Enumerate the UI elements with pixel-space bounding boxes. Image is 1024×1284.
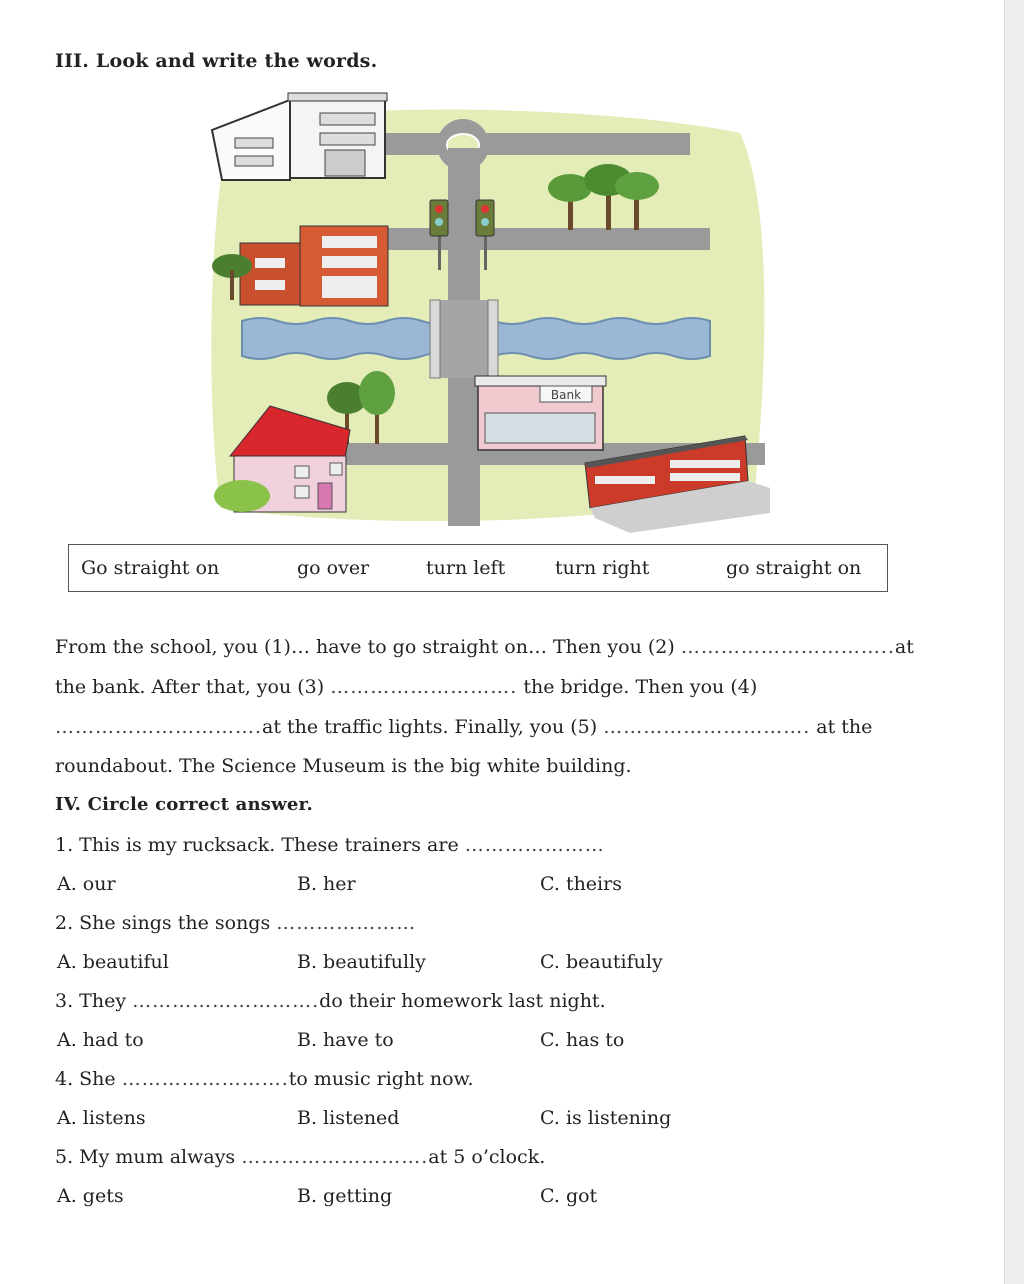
q3-option-b[interactable]: B. have to (297, 1029, 394, 1051)
answer-blank[interactable]: ……………………. (121, 1068, 289, 1090)
question-stem: 1. This is my rucksack. These trainers are (55, 834, 459, 856)
blank-4[interactable]: …………………………. (55, 716, 263, 738)
bank-sign-text: Bank (550, 388, 582, 402)
question-3 (55, 990, 606, 1012)
section-4-title: IV. Circle correct answer. (55, 794, 313, 815)
passage-text: the bank. After that, you (3) (55, 676, 325, 698)
passage-line-3 (55, 716, 872, 738)
blank-5[interactable]: …………………………. (603, 716, 811, 738)
question-5 (55, 1146, 545, 1168)
q5-option-a[interactable]: A. gets (57, 1185, 124, 1207)
q5-option-b[interactable]: B. getting (297, 1185, 393, 1207)
q1-option-a[interactable]: A. our (57, 873, 116, 895)
q1-option-c[interactable]: C. theirs (540, 873, 622, 895)
q5-option-c[interactable]: C. got (540, 1185, 598, 1207)
question-4 (55, 1068, 474, 1090)
question-stem: 2. She sings the songs (55, 912, 271, 934)
word-option-4: turn right (555, 557, 650, 579)
q3-option-c[interactable]: C. has to (540, 1029, 625, 1051)
word-option-5: go straight on (726, 557, 862, 579)
section-3-title: III. Look and write the words. (55, 50, 378, 72)
word-option-2: go over (297, 557, 370, 579)
top-road (385, 133, 690, 155)
bank-building (475, 376, 606, 450)
passage-text: From the school, you (1)… have to go straight on… Then you (2) (55, 636, 675, 658)
q4-option-a[interactable]: A. listens (57, 1107, 146, 1129)
q2-option-c[interactable]: C. beautifuly (540, 951, 663, 973)
q2-option-b[interactable]: B. beautifully (297, 951, 426, 973)
passage-text: at the (816, 716, 873, 738)
question-stem: to music right now. (288, 1068, 474, 1090)
blank-3[interactable]: ………………………. (330, 676, 518, 698)
passage-line-2 (55, 676, 757, 698)
page-edge (1004, 0, 1024, 1284)
word-box (68, 544, 888, 592)
question-2 (55, 912, 416, 934)
question-stem: 5. My mum always (55, 1146, 236, 1168)
question-stem: at 5 o’clock. (428, 1146, 546, 1168)
word-option-3: turn left (426, 557, 506, 579)
q4-option-c[interactable]: C. is listening (540, 1107, 672, 1129)
passage-text: at (894, 636, 914, 658)
q1-option-b[interactable]: B. her (297, 873, 356, 895)
passage-line-1 (55, 636, 914, 658)
question-stem: 4. She (55, 1068, 116, 1090)
question-stem: 3. They (55, 990, 127, 1012)
q3-option-a[interactable]: A. had to (57, 1029, 144, 1051)
answer-blank[interactable]: ………………………. (241, 1146, 429, 1168)
passage-text: the bridge. Then you (4) (523, 676, 758, 698)
question-1 (55, 834, 605, 856)
blank-2[interactable]: ………………………….. (680, 636, 895, 658)
answer-blank[interactable]: ………………… (276, 912, 417, 934)
passage-line-4: roundabout. The Science Museum is the big white building. (55, 755, 632, 777)
q4-option-b[interactable]: B. listened (297, 1107, 400, 1129)
word-option-1: Go straight on (81, 557, 220, 579)
science-museum-building (212, 93, 387, 180)
question-stem: do their homework last night. (319, 990, 606, 1012)
answer-blank[interactable]: ………………… (464, 834, 605, 856)
town-map-illustration (200, 88, 780, 533)
q2-option-a[interactable]: A. beautiful (57, 951, 169, 973)
passage-text: at the traffic lights. Finally, you (5) (262, 716, 598, 738)
answer-blank[interactable]: ………………………. (132, 990, 320, 1012)
